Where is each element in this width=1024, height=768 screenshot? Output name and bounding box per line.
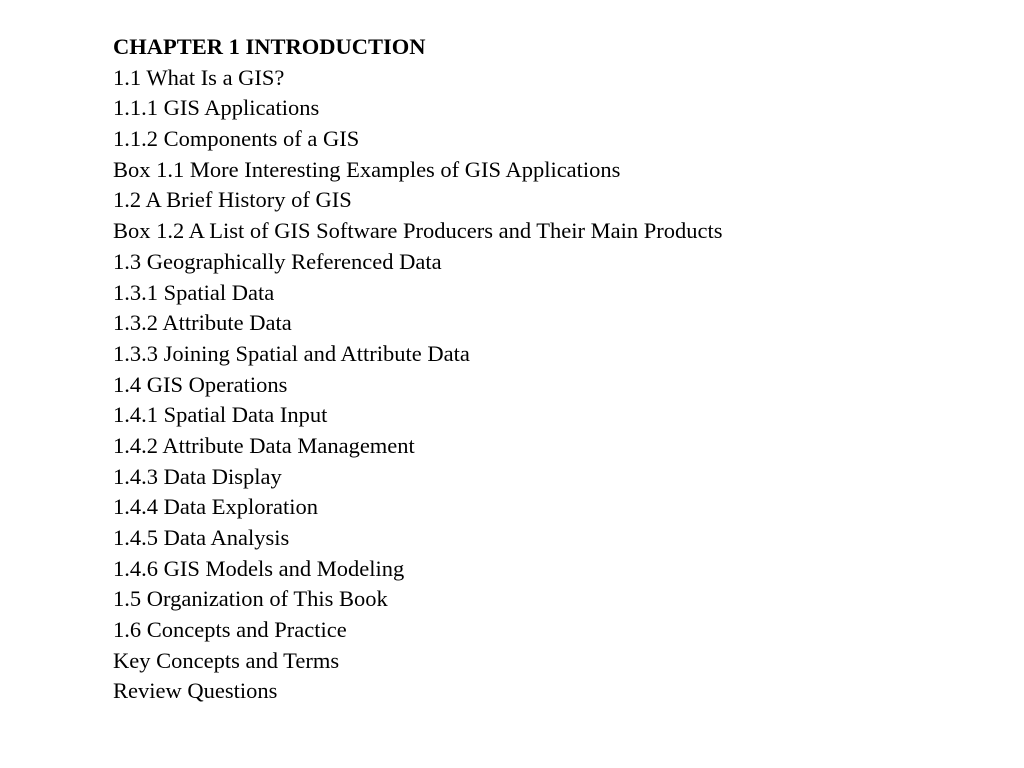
toc-entry: 1.3.2 Attribute Data	[113, 310, 292, 336]
toc-entry: 1.5 Organization of This Book	[113, 586, 388, 612]
toc-entry: 1.3 Geographically Referenced Data	[113, 248, 442, 274]
toc-entry: 1.4.5 Data Analysis	[113, 525, 290, 550]
toc-entry: Box 1.1 More Interesting Examples of GIS Applications	[113, 156, 621, 182]
toc-entry: 1.2 A Brief History of GIS	[113, 187, 352, 213]
toc-entry: 1.6 Concepts and Practice	[113, 617, 347, 643]
toc-entry: 1.4.2 Attribute Data Management	[113, 432, 415, 458]
toc-entry: 1.4.6 GIS Models and Modeling	[113, 555, 405, 581]
toc-entry: 1.3.1 Spatial Data	[113, 279, 275, 305]
toc-entry: 1.1 What Is a GIS?	[113, 64, 285, 90]
toc-entry: 1.4 GIS Operations	[113, 371, 288, 397]
table-of-contents	[113, 32, 723, 707]
toc-entry: Key Concepts and Terms	[113, 647, 340, 673]
toc-entry: Review Questions	[113, 678, 278, 704]
chapter-heading: CHAPTER 1 INTRODUCTION	[113, 34, 426, 59]
toc-entry: 1.1.1 GIS Applications	[113, 95, 320, 121]
toc-entry: 1.3.3 Joining Spatial and Attribute Data	[113, 340, 470, 366]
toc-entry: 1.4.1 Spatial Data Input	[113, 402, 328, 428]
toc-entry: 1.1.2 Components of a GIS	[113, 126, 360, 152]
toc-entry: 1.4.4 Data Exploration	[113, 494, 318, 520]
toc-entry: 1.4.3 Data Display	[113, 463, 282, 489]
toc-entry: Box 1.2 A List of GIS Software Producers and Their Main Products	[113, 218, 723, 244]
